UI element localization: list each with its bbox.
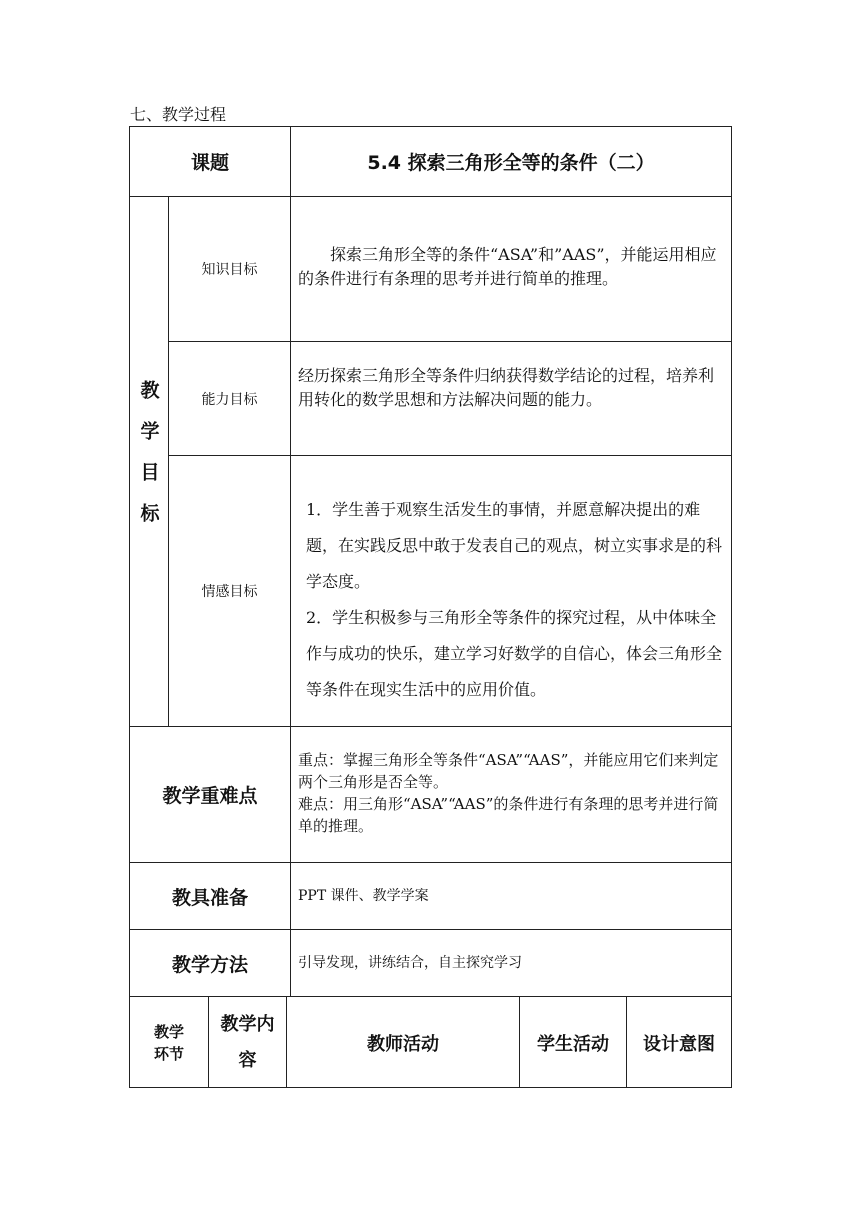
process-header-student: 学生活动	[537, 1033, 609, 1055]
topic-label: 课题	[190, 152, 229, 174]
tools-value: PPT 课件、教学学案	[298, 888, 429, 904]
keypoints-line-1: 重点：掌握三角形全等条件“ASA”“AAS”，并能应用它们来判定两个三角形是否全等。	[298, 751, 719, 791]
lesson-table	[129, 126, 732, 1088]
tools-label: 教具准备	[171, 886, 248, 909]
keypoints-text	[298, 749, 726, 837]
topic-value: 5.4 探索三角形全等的条件（二）	[367, 152, 655, 174]
ability-goal-text: 经历探索三角形全等条件归纳获得数学结论的过程，培养利用转化的数学思想和方法解决问题的能力。	[298, 366, 715, 409]
method-label: 教学方法	[171, 953, 248, 976]
knowledge-goal-text: 探索三角形全等的条件“ASA”和”AAS”，并能运用相应的条件进行有条理的思考并进行简单的推理。	[298, 245, 717, 288]
keypoints-line-2: 难点：用三角形“ASA”“AAS”的条件进行有条理的思考并进行简单的推理。	[298, 795, 719, 835]
goals-label-cell	[130, 197, 168, 726]
keypoints-label: 教学重难点	[162, 785, 258, 807]
emotion-goal-label: 情感目标	[201, 584, 258, 600]
emotion-goal-text	[306, 492, 726, 708]
method-value: 引导发现，讲练结合，自主探究学习	[298, 955, 522, 971]
process-header-teacher: 教师活动	[367, 1033, 439, 1055]
emotion-goal-item-2: 2．学生积极参与三角形全等条件的探究过程，从中体味全作与成功的快乐，建立学习好数学的自信心，体会三角形全等条件在现实生活中的应用价值。	[306, 608, 723, 699]
process-header-content: 教学内容	[220, 1013, 275, 1071]
emotion-goal-item-1: 1．学生善于观察生活发生的事情，并愿意解决提出的难题，在实践反思中敢于发表自己的观点，树立实事求是的科学态度。	[306, 500, 723, 591]
goals-label: 教学目标	[137, 379, 160, 544]
ability-goal-label: 能力目标	[201, 391, 258, 408]
process-header-stage: 教学环节	[153, 1022, 184, 1063]
knowledge-goal-label: 知识目标	[201, 262, 258, 278]
section-heading: 七、教学过程	[130, 105, 227, 124]
process-header-intent: 设计意图	[643, 1033, 715, 1055]
